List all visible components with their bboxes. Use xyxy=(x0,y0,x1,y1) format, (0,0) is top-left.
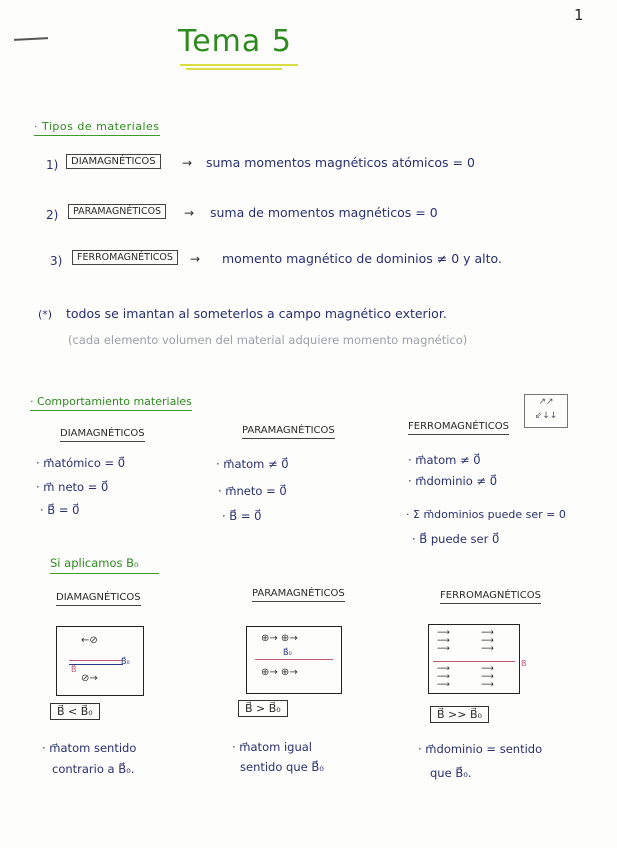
col3-para-title: PARAMAGNÉTICOS xyxy=(252,588,345,602)
paramagnetic-formula: B⃗ > B⃗₀ xyxy=(238,700,288,717)
type-2-num: 2) xyxy=(46,208,59,222)
note-subtext: (cada elemento volumen del material adquiere momento magnético) xyxy=(68,333,468,347)
b0-label: B⃗₀ xyxy=(121,657,130,666)
domain-bottom-left: ⟶ ⟶ ⟶ xyxy=(437,664,450,690)
col-para-title: PARAMAGNÉTICOS xyxy=(242,425,335,439)
arrow: → xyxy=(184,206,195,220)
ferro-line-3: · Σ m⃗dominios puede ser = 0 xyxy=(406,508,566,521)
domain-bottom-right: ⟶ ⟶ ⟶ xyxy=(481,664,494,690)
dia-desc-2: contrario a B⃗₀. xyxy=(52,762,135,776)
dipole-arrow-down: ⊘→ xyxy=(81,673,98,684)
dipole-arrow-up: ←⊘ xyxy=(81,635,98,646)
dia-line-1: · m⃗atómico = 0⃗ xyxy=(36,456,126,470)
col3-dia-title: DIAMAGNÉTICOS xyxy=(56,592,141,606)
dia-line-2: · m⃗ neto = 0⃗ xyxy=(36,480,109,494)
section-heading-apply-field: Si aplicamos B₀ xyxy=(50,556,159,574)
note-text: todos se imantan al someterlos a campo magnético exterior. xyxy=(66,306,447,321)
field-arrow-b xyxy=(69,660,123,661)
domain-top-left: ⟶ ⟶ ⟶ xyxy=(437,628,450,654)
col-ferro-title: FERROMAGNÉTICOS xyxy=(408,421,509,435)
arrow: → xyxy=(182,156,193,170)
title-underline xyxy=(180,64,298,66)
para-line-2: · m⃗neto = 0⃗ xyxy=(218,484,287,498)
pen-mark xyxy=(14,37,48,41)
domain-top-right: ⟶ ⟶ ⟶ xyxy=(481,628,494,654)
section-heading-types: · Tipos de materiales xyxy=(34,120,160,136)
type-1-desc: suma momentos magnéticos atómicos = 0 xyxy=(206,155,475,170)
dipole-row-bottom: ⊕→ ⊕→ xyxy=(261,667,298,678)
type-3-label: FERROMAGNÉTICOS xyxy=(72,250,178,265)
type-3-desc: momento magnético de dominios ≠ 0 y alto. xyxy=(222,251,502,266)
b-label: B xyxy=(521,659,527,668)
ferromagnetic-diagram xyxy=(428,624,527,694)
para-line-3: · B⃗ = 0⃗ xyxy=(222,509,262,523)
b-label: B⃗ xyxy=(71,665,77,674)
note-marker: (*) xyxy=(38,308,53,321)
type-2-desc: suma de momentos magnéticos = 0 xyxy=(210,205,438,220)
title-underline-2 xyxy=(186,68,282,70)
diamagnetic-formula: B⃗ < B⃗₀ xyxy=(50,703,100,720)
field-arrow-b0 xyxy=(69,664,123,665)
b0-label: B⃗₀ xyxy=(283,648,292,657)
diamagnetic-diagram xyxy=(56,626,144,696)
para-line-1: · m⃗atom ≠ 0⃗ xyxy=(216,457,289,471)
ferro-desc-2: que B⃗₀. xyxy=(430,766,472,780)
type-1-num: 1) xyxy=(46,158,59,172)
type-2-label: PARAMAGNÉTICOS xyxy=(68,204,166,219)
arrow: → xyxy=(190,252,201,266)
ferro-line-1: · m⃗atom ≠ 0⃗ xyxy=(408,453,481,467)
para-desc-2: sentido que B⃗₀ xyxy=(240,760,324,774)
type-1-label: DIAMAGNÉTICOS xyxy=(66,154,161,169)
section-heading-behaviour: · Comportamiento materiales xyxy=(30,395,192,411)
type-3-num: 3) xyxy=(50,254,63,268)
dipole-row-top: ⊕→ ⊕→ xyxy=(261,633,298,644)
ferro-line-2: · m⃗dominio ≠ 0⃗ xyxy=(408,474,498,488)
domain-sketch: ↗↗ ⇙↓↓ xyxy=(524,394,568,428)
para-desc-1: · m⃗atom igual xyxy=(232,740,312,754)
col3-ferro-title: FERROMAGNÉTICOS xyxy=(440,590,541,604)
field-arrow-b xyxy=(433,661,515,662)
page-title: Tema 5 xyxy=(178,24,292,59)
field-arrow-b xyxy=(255,659,333,660)
ferromagnetic-formula: B⃗ >> B⃗₀ xyxy=(430,706,489,723)
ferro-desc-1: · m⃗dominio = sentido xyxy=(418,742,543,756)
dia-desc-1: · m⃗atom sentido xyxy=(42,741,137,755)
dia-line-3: · B⃗ = 0⃗ xyxy=(40,503,80,517)
paramagnetic-diagram xyxy=(246,626,342,694)
ferro-line-4: · B⃗ puede ser 0⃗ xyxy=(412,532,500,546)
page-number: 1 xyxy=(574,6,584,24)
col-dia-title: DIAMAGNÉTICOS xyxy=(60,428,145,442)
